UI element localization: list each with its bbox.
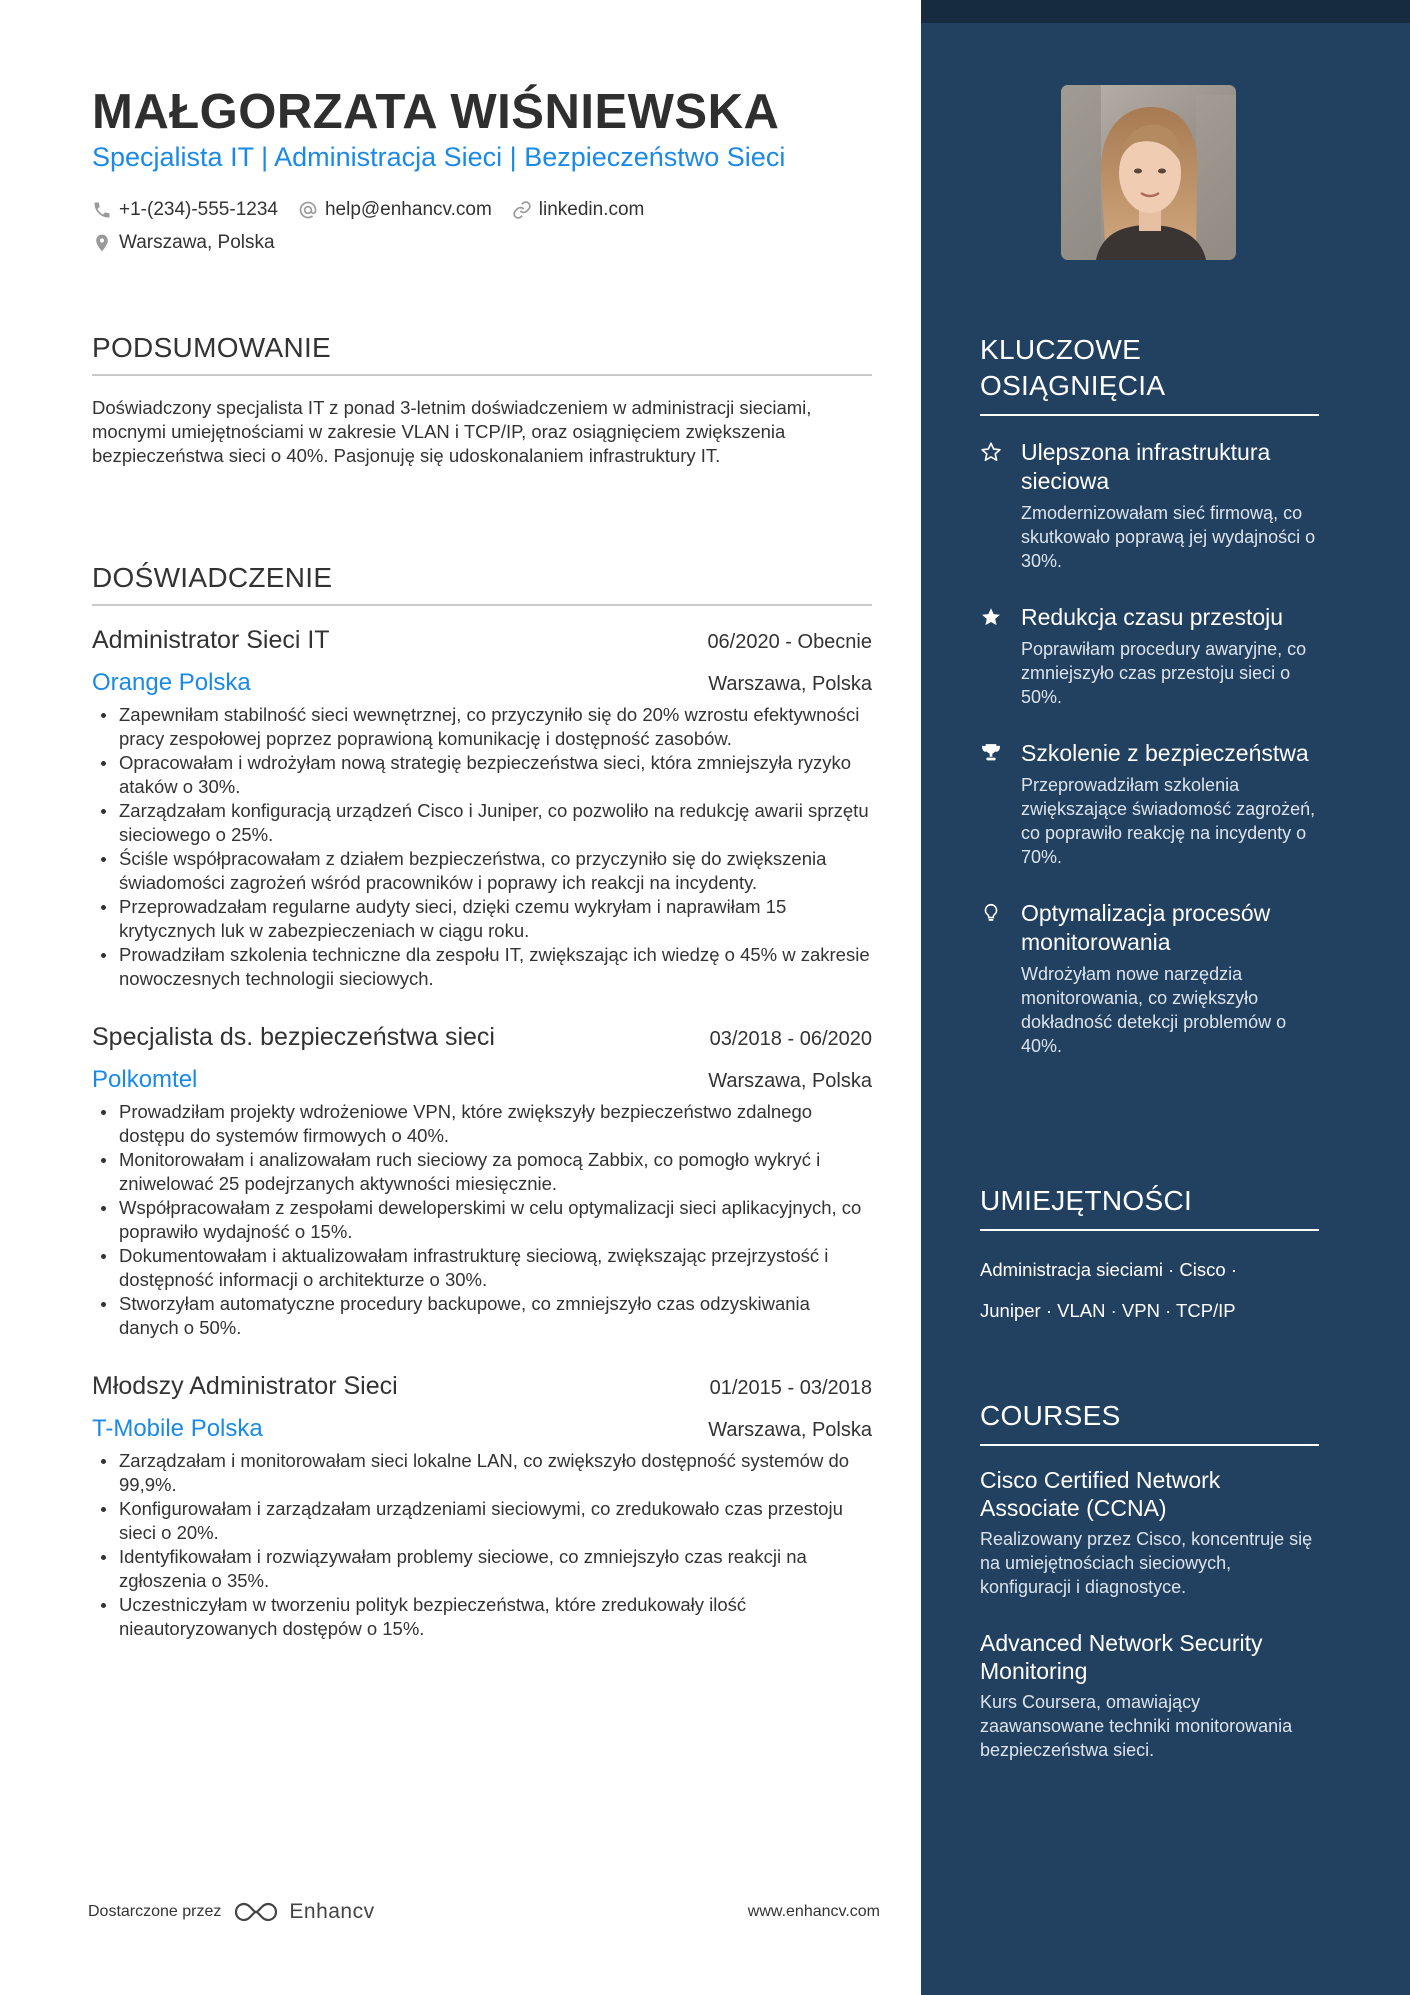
achievements-section <box>980 332 1319 1058</box>
courses-heading: COURSES <box>980 1398 1319 1446</box>
job-date: 03/2018 - 06/2020 <box>709 1028 872 1050</box>
summary-heading: PODSUMOWANIE <box>92 332 872 376</box>
location-pin-icon <box>92 233 112 253</box>
bullet-item: Zarządzałam i monitorowałam sieci lokalne LAN, co zwiększyło dostępność systemów do 99,9%. <box>92 1449 872 1497</box>
achievement-desc: Przeprowadziłam szkolenia zwiększające świadomość zagrożeń, co poprawiło reakcję na incydenty o 70%. <box>1021 775 1316 867</box>
course-title: Cisco Certified Network Associate (CCNA) <box>980 1467 1221 1521</box>
lightbulb-icon <box>980 902 1002 924</box>
footer-url[interactable]: www.enhancv.com <box>747 1903 880 1920</box>
job-date: 06/2020 - Obecnie <box>707 631 872 653</box>
experience-section <box>92 562 872 1641</box>
linkedin-url: linkedin.com <box>538 199 645 220</box>
achievement-desc: Poprawiłam procedury awaryjne, co zmniejszyło czas przestoju sieci o 50%. <box>1021 639 1307 707</box>
headline: Specjalista IT | Administracja Sieci | Bezpieczeństwo Sieci <box>92 142 786 172</box>
phone-icon <box>92 200 112 220</box>
enhancv-logo-icon[interactable] <box>233 1900 279 1924</box>
company-name: Orange Polska <box>92 669 251 696</box>
achievement-title: Szkolenie z bezpieczeństwa <box>1021 740 1309 766</box>
provided-by-text: Dostarczone przez <box>88 1903 222 1920</box>
job-bullets <box>92 1100 872 1340</box>
experience-heading: DOŚWIADCZENIE <box>92 562 872 606</box>
skills-line: Administracja sieciami · Cisco · <box>980 1259 1237 1280</box>
achievements-heading-line1: KLUCZOWE <box>980 334 1142 365</box>
job-date: 01/2015 - 03/2018 <box>709 1377 872 1399</box>
bullet-item: Stworzyłam automatyczne procedury backupowe, co zmniejszyło czas odzyskiwania danych o 50%. <box>92 1292 872 1340</box>
sidebar-top-bar <box>921 0 1410 23</box>
linkedin-contact[interactable] <box>512 199 645 221</box>
bullet-item: Konfigurowałam i zarządzałam urządzeniami sieciowymi, co zredukowało czas przestoju sieci o 20%. <box>92 1497 872 1545</box>
footer <box>88 1900 880 1924</box>
summary-section <box>92 332 872 468</box>
bullet-item: Współpracowałam z zespołami deweloperskimi w celu optymalizacji sieci aplikacyjnych, co poprawiło wydajność o 15%. <box>92 1196 872 1244</box>
bullet-item: Zapewniłam stabilność sieci wewnętrznej, co przyczyniło się do 20% wzrostu efektywności pracy zespołowej poprzez poprawioną komunikację i dostępność zasobów. <box>92 703 872 751</box>
achievements-heading <box>980 332 1319 416</box>
company-name: Polkomtel <box>92 1066 198 1093</box>
job-location: Warszawa, Polska <box>708 1070 872 1092</box>
skills-section <box>980 1183 1319 1331</box>
course-desc: Kurs Coursera, omawiający zaawansowane techniki monitorowania bezpieczeństwa sieci. <box>980 1692 1293 1760</box>
summary-text: Doświadczony specjalista IT z ponad 3-letnim doświadczeniem w administracji sieciami, mocnymi umiejętnościami w zakresie VLAN i TCP/IP, oraz osiągnięciem zwiększenia bezpieczeństwa sieci o 40%. Pasjonuję się udoskonalaniem infrastruktury IT. <box>92 397 812 466</box>
job-bullets <box>92 1449 872 1641</box>
job-entry <box>92 1372 872 1641</box>
job-bullets <box>92 703 872 991</box>
achievement-item <box>980 739 1319 869</box>
contact-info <box>92 196 664 262</box>
skills-list <box>980 1249 1319 1331</box>
course-item <box>980 1629 1319 1762</box>
phone-contact[interactable] <box>92 199 278 221</box>
bullet-item: Prowadziłam projekty wdrożeniowe VPN, które zwiększyły bezpieczeństwo zdalnego dostępu do systemów firmowych o 40%. <box>92 1100 872 1148</box>
achievement-title: Ulepszona infrastruktura sieciowa <box>1021 439 1271 494</box>
profile-photo <box>1061 85 1236 260</box>
job-title: Młodszy Administrator Sieci <box>92 1372 398 1400</box>
achievement-title: Redukcja czasu przestoju <box>1021 604 1284 630</box>
trophy-icon <box>980 742 1002 764</box>
bullet-item: Monitorowałam i analizowałam ruch sieciowy za pomocą Zabbix, co pomogło wykryć i zniwelować 25 podejrzanych aktywności miesięcznie. <box>92 1148 872 1196</box>
job-title: Specjalista ds. bezpieczeństwa sieci <box>92 1023 495 1051</box>
course-item <box>980 1466 1319 1599</box>
skills-line: Juniper · VLAN · VPN · TCP/IP <box>980 1300 1236 1321</box>
link-icon <box>512 200 532 220</box>
email-address: help@enhancv.com <box>324 199 492 220</box>
job-location: Warszawa, Polska <box>708 673 872 695</box>
bullet-item: Zarządzałam konfiguracją urządzeń Cisco i Juniper, co pozwoliło na redukcję awarii sprzętu sieciowego o 25%. <box>92 799 872 847</box>
achievement-title: Optymalizacja procesów monitorowania <box>1021 900 1271 955</box>
job-title: Administrator Sieci IT <box>92 626 330 654</box>
achievement-desc: Zmodernizowałam sieć firmową, co skutkowało poprawą jej wydajności o 30%. <box>1021 503 1316 571</box>
achievement-desc: Wdrożyłam nowe narzędzia monitorowania, co zwiększyło dokładność detekcji problemów o 40%. <box>1021 964 1287 1056</box>
candidate-name: MAŁGORZATA WIŚNIEWSKA <box>92 85 780 139</box>
bullet-item: Opracowałam i wdrożyłam nową strategię bezpieczeństwa sieci, która zmniejszyła ryzyko ataków o 30%. <box>92 751 872 799</box>
skills-heading: UMIEJĘTNOŚCI <box>980 1183 1319 1231</box>
achievements-heading-line2: OSIĄGNIĘCIA <box>980 370 1166 401</box>
location-text: Warszawa, Polska <box>119 232 275 253</box>
job-entry <box>92 1023 872 1340</box>
bullet-item: Ściśle współpracowałam z działem bezpieczeństwa, co przyczyniło się do zwiększenia świadomości zagrożeń wśród pracowników i poprawy ich reakcji na incydenty. <box>92 847 872 895</box>
achievement-item <box>980 899 1319 1058</box>
achievement-item <box>980 603 1319 709</box>
brand-name[interactable]: Enhancv <box>289 1900 375 1923</box>
bullet-item: Przeprowadzałam regularne audyty sieci, dzięki czemu wykryłam i naprawiłam 15 krytycznych luk w zabezpieczeniach w ciągu roku. <box>92 895 872 943</box>
achievement-item <box>980 438 1319 573</box>
job-entry <box>92 626 872 991</box>
phone-number: +1-(234)-555-1234 <box>119 199 278 220</box>
bullet-item: Prowadziłam szkolenia techniczne dla zespołu IT, zwiększając ich wiedzę o 45% w zakresie nowoczesnych technologii sieciowych. <box>92 943 872 991</box>
email-contact[interactable] <box>298 199 492 221</box>
location-contact <box>92 232 275 254</box>
at-icon <box>298 200 318 220</box>
bullet-item: Identyfikowałam i rozwiązywałam problemy sieciowe, co zmniejszyło czas reakcji na zgłoszenia o 35%. <box>92 1545 872 1593</box>
course-title: Advanced Network Security Monitoring <box>980 1630 1263 1684</box>
job-location: Warszawa, Polska <box>708 1419 872 1441</box>
bullet-item: Uczestniczyłam w tworzeniu polityk bezpieczeństwa, które zredukowały ilość nieautoryzowanych dostępów o 15%. <box>92 1593 872 1641</box>
sidebar <box>921 0 1410 1995</box>
star-outline-icon <box>980 441 1002 463</box>
course-desc: Realizowany przez Cisco, koncentruje się na umiejętnościach sieciowych, konfiguracji i diagnostyce. <box>980 1529 1313 1597</box>
courses-section <box>980 1398 1319 1762</box>
company-name: T-Mobile Polska <box>92 1415 263 1442</box>
star-filled-icon <box>980 606 1002 628</box>
bullet-item: Dokumentowałam i aktualizowałam infrastrukturę sieciową, zwiększając przejrzystość i dostępność informacji o architekturze o 30%. <box>92 1244 872 1292</box>
